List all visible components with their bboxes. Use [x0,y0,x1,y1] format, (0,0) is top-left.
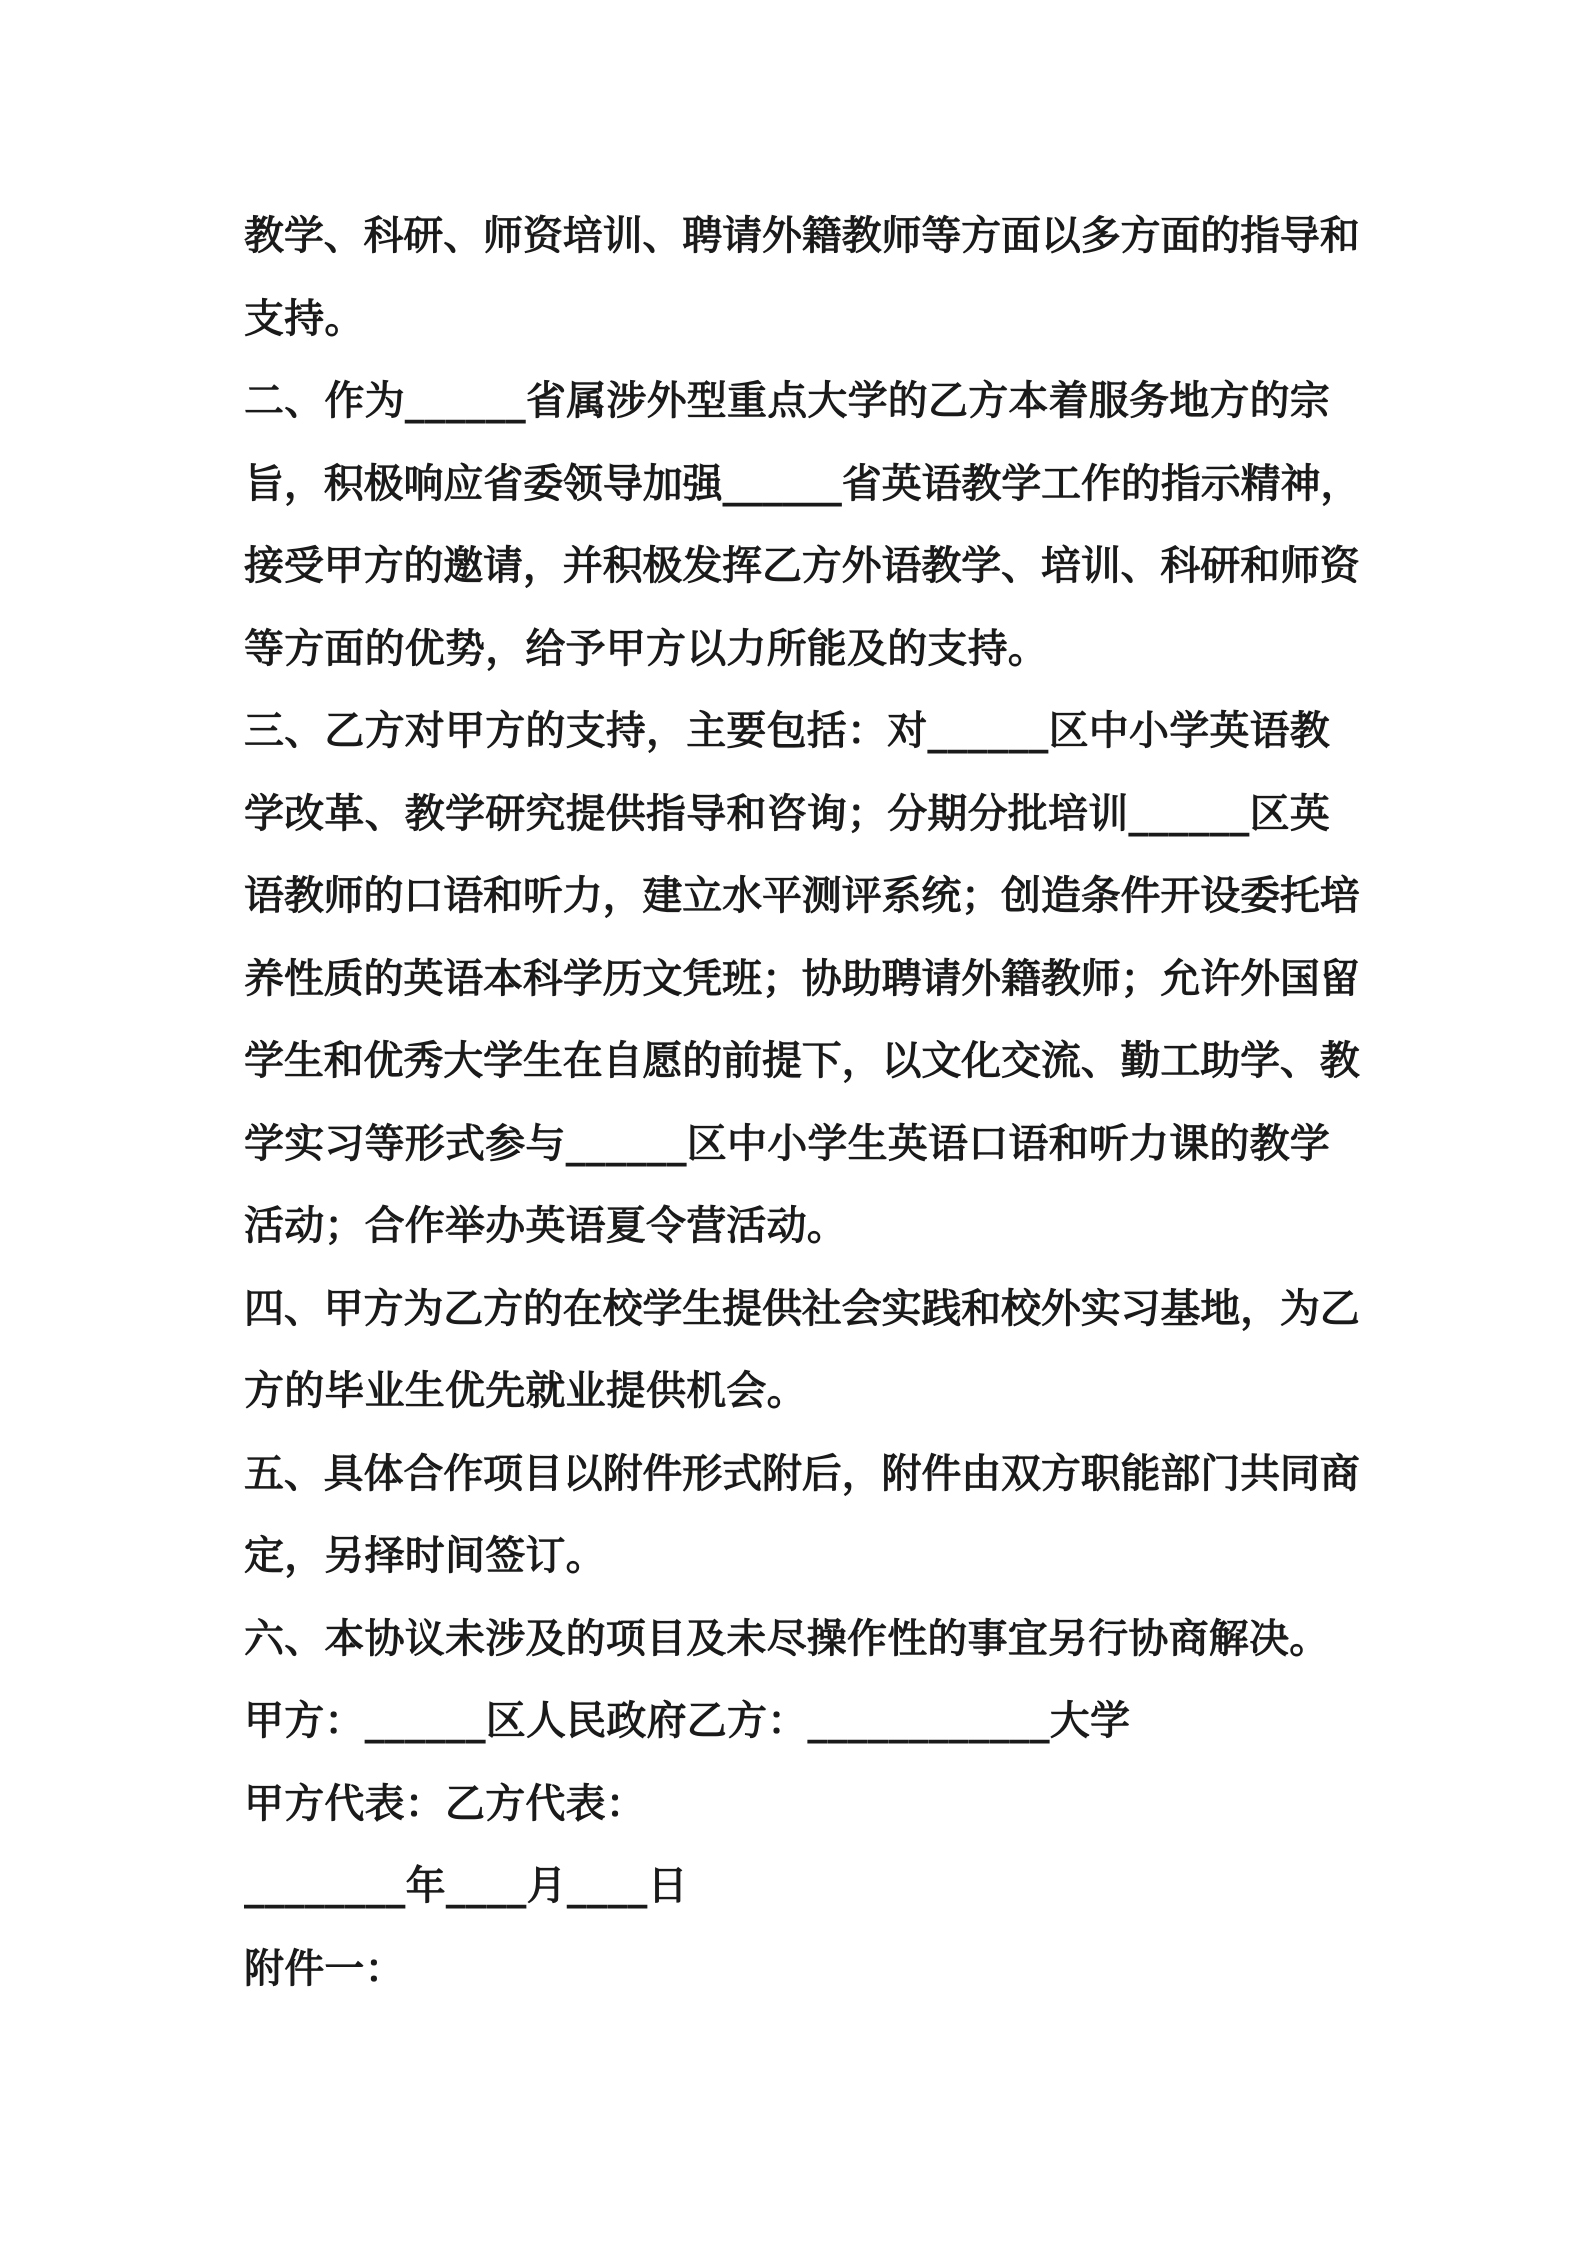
text-line: 五、具体合作项目以附件形式附后，附件由双方职能部门共同商 [244,1450,1360,1497]
paragraph-clause-4 [244,1268,1360,1433]
text-line: 学改革、教学研究提供指导和咨询；分期分批培训______区英 [244,790,1330,837]
text-line: 养性质的英语本科学历文凭班；协助聘请外籍教师；允许外国留 [244,955,1360,1002]
text-line: 等方面的优势，给予甲方以力所能及的支持。 [244,625,1048,672]
paragraph-clause-6 [244,1598,1360,1681]
text-line: 活动；合作举办英语夏令营活动。 [244,1203,847,1249]
text-line: ________年____月____日 [244,1863,688,1909]
paragraph-intro-continued [244,195,1360,360]
text-line: 学实习等形式参与______区中小学生英语口语和听力课的教学 [244,1120,1330,1167]
text-line: 定，另择时间签订。 [244,1533,606,1579]
text-line: 接受甲方的邀请，并积极发挥乙方外语教学、培训、科研和师资 [244,543,1360,589]
text-line: 方的毕业生优先就业提供机会。 [244,1368,807,1414]
signature-parties [244,1680,1360,1763]
text-line: 甲方代表：乙方代表： [244,1780,646,1827]
text-line: 六、本协议未涉及的项目及未尽操作性的事宜另行协商解决。 [244,1615,1330,1662]
text-line: 支持。 [244,295,365,342]
paragraph-clause-5 [244,1433,1360,1598]
paragraph-clause-2 [244,360,1360,690]
signature-representatives [244,1763,1360,1846]
text-line: 附件一： [244,1945,405,1992]
text-line: 三、乙方对甲方的支持，主要包括：对______区中小学英语教 [244,708,1330,754]
text-line: 旨，积极响应省委领导加强______省英语教学工作的指示精神， [244,460,1361,507]
text-line: 教学、科研、师资培训、聘请外籍教师等方面以多方面的指导和 [244,213,1360,259]
signature-date [244,1845,1360,1928]
text-line: 语教师的口语和听力，建立水平测评系统；创造条件开设委托培 [244,873,1360,919]
text-line: 四、甲方为乙方的在校学生提供社会实践和校外实习基地，为乙 [244,1285,1360,1332]
text-line: 二、作为______省属涉外型重点大学的乙方本着服务地方的宗 [244,378,1330,424]
paragraph-clause-3 [244,690,1360,1268]
text-line: 甲方：______区人民政府乙方：____________大学 [244,1698,1131,1744]
attachment-heading [244,1928,1360,2011]
document-body [244,195,1360,2010]
text-line: 学生和优秀大学生在自愿的前提下，以文化交流、勤工助学、教 [244,1038,1360,1084]
